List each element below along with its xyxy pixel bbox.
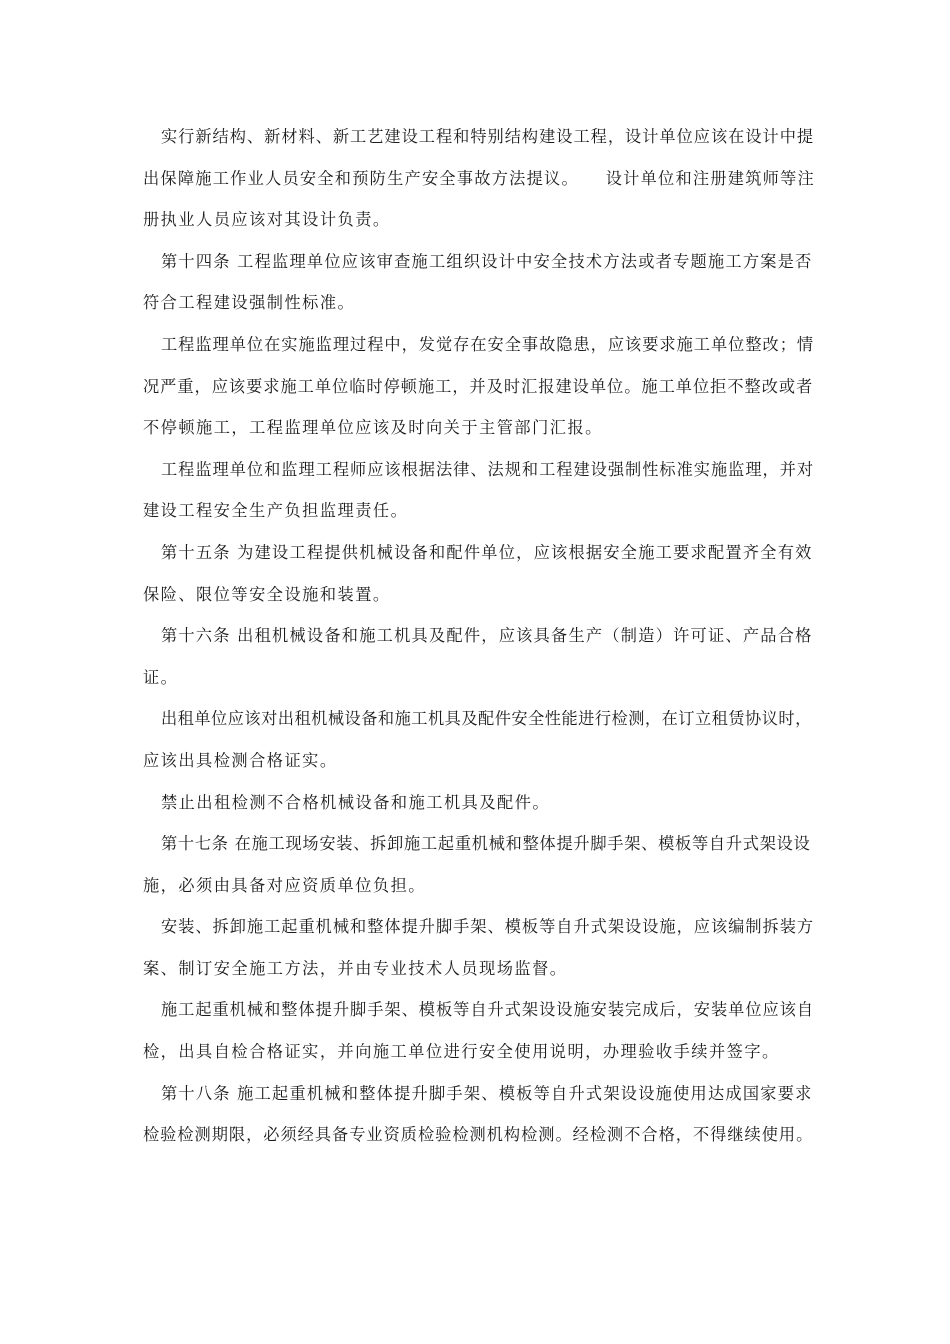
- text-line: 案、制订安全施工方法，并由专业技术人员现场监督。: [143, 958, 568, 978]
- text-line: 况严重，应该要求施工单位临时停顿施工，并及时汇报建设单位。施工单位拒不整改或者: [143, 376, 814, 396]
- text-line: 保险、限位等安全设施和装置。: [143, 584, 391, 604]
- text-line: 第十四条 工程监理单位应该审查施工组织设计中安全技术方法或者专题施工方案是否: [161, 251, 813, 271]
- text-line: 检，出具自检合格证实，并向施工单位进行安全使用说明，办理验收手续并签字。: [143, 1042, 780, 1062]
- text-line: 出租单位应该对出租机械设备和施工机具及配件安全性能进行检测，在订立租赁协议时，: [161, 709, 812, 729]
- text-line: 出保障施工作业人员安全和预防生产安全事故方法提议。 设计单位和注册建筑师等注: [143, 168, 815, 188]
- text-line: 第十六条 出租机械设备和施工机具及配件，应该具备生产（制造）许可证、产品合格: [161, 626, 813, 646]
- text-line: 第十八条 施工起重机械和整体提升脚手架、模板等自升式架设设施使用达成国家要求: [161, 1083, 813, 1103]
- text-line: 第十七条 在施工现场安装、拆卸施工起重机械和整体提升脚手架、模板等自升式架设设: [161, 834, 811, 854]
- text-line: 不停顿施工，工程监理单位应该及时向关于主管部门汇报。: [143, 418, 603, 438]
- text-line: 工程监理单位在实施监理过程中，发觉存在安全事故隐患，应该要求施工单位整改；情: [161, 334, 815, 354]
- text-line: 册执业人员应该对其设计负责。: [143, 210, 391, 230]
- text-line: 建设工程安全生产负担监理责任。: [143, 501, 409, 521]
- text-line: 安装、拆卸施工起重机械和整体提升脚手架、模板等自升式架设设施，应该编制拆装方: [161, 917, 815, 937]
- text-line: 施工起重机械和整体提升脚手架、模板等自升式架设设施安装完成后，安装单位应该自: [161, 1000, 815, 1020]
- text-line: 第十五条 为建设工程提供机械设备和配件单位，应该根据安全施工要求配置齐全有效: [161, 542, 813, 562]
- text-line: 施，必须由具备对应资质单位负担。: [143, 875, 426, 895]
- document-body: [143, 116, 815, 1156]
- text-line: 实行新结构、新材料、新工艺建设工程和特别结构建设工程，设计单位应该在设计中提: [161, 127, 815, 146]
- text-line: 符合工程建设强制性标准。: [143, 293, 356, 313]
- text-line: 检验检测期限，必须经具备专业资质检验检测机构检测。经检测不合格，不得继续使用。: [143, 1125, 814, 1145]
- text-line: 应该出具检测合格证实。: [143, 750, 338, 770]
- text-line: 禁止出租检测不合格机械设备和施工机具及配件。: [161, 792, 551, 812]
- text-line: 工程监理单位和监理工程师应该根据法律、法规和工程建设强制性标准实施监理，并对: [161, 459, 815, 479]
- text-line: 证。: [143, 667, 179, 687]
